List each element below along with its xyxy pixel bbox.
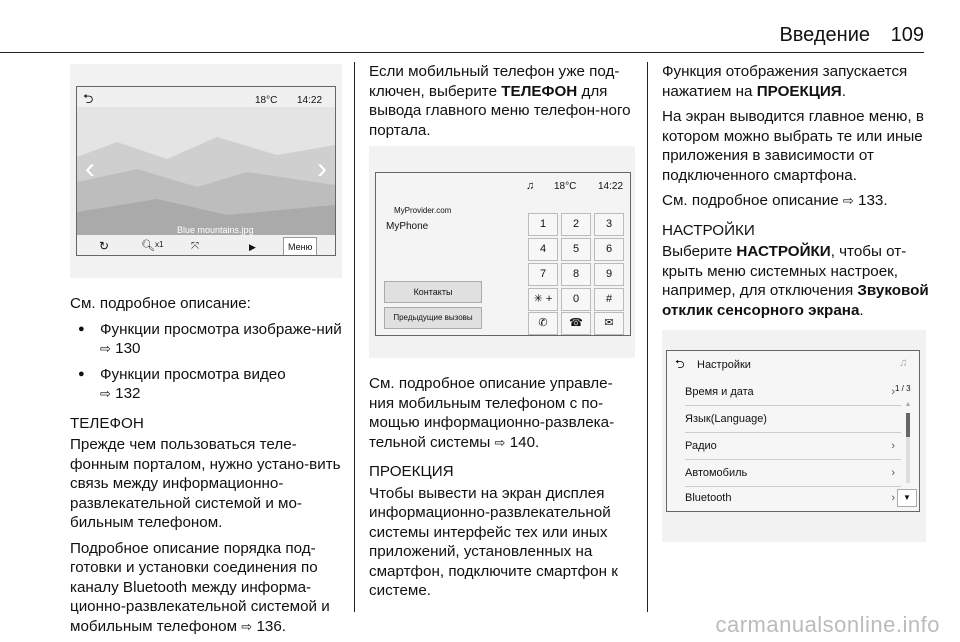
rotate-icon[interactable]: ↻ — [99, 239, 110, 253]
page-ref[interactable]: 130 — [115, 340, 141, 357]
projection-start-paragraph: Функция отображения запускается нажатием на ПРОЕКЦИЯ. — [662, 63, 908, 100]
phone-control-paragraph: См. подробное описание управле-ния мобильным телефоном с по-мощью информационно-развлека-тельной системы ⇨ 140. — [369, 375, 615, 451]
projection-menu-paragraph: На экран выводится главное меню, в котором можно выбрать те или иные приложения в зависимости от подключенного смартфона. — [662, 108, 924, 184]
key-3[interactable]: 3 — [594, 213, 624, 236]
page-ref[interactable]: 140. — [509, 433, 540, 451]
key-8[interactable]: 8 — [561, 263, 591, 286]
scroll-down-icon[interactable]: ▼ — [897, 489, 917, 507]
image-viewer-screen — [76, 86, 336, 256]
zoom-level: x1 — [155, 240, 164, 249]
column-2 — [369, 62, 635, 607]
chevron-right-icon: › — [891, 492, 895, 504]
column-divider — [647, 62, 648, 612]
key-2[interactable]: 2 — [561, 213, 591, 236]
play-icon[interactable]: ▶ — [249, 242, 256, 252]
clock: 14:22 — [297, 95, 323, 106]
message-icon[interactable]: ✉ — [594, 312, 624, 335]
page-ref[interactable]: 133. — [858, 192, 888, 209]
page-title: Введение — [779, 24, 870, 46]
back-arrow-icon[interactable]: ⮌ — [83, 91, 94, 106]
key-7[interactable]: 7 — [528, 263, 558, 286]
provider-name: MyProvider.com — [394, 206, 452, 215]
header-divider — [0, 52, 924, 53]
page-ref-icon: ⇨ — [241, 618, 253, 634]
image-caption: Blue mountains.jpg — [177, 225, 254, 235]
recent-calls-button[interactable]: Предыдущие вызовы — [384, 307, 482, 329]
phone-portal-figure — [369, 146, 635, 358]
column-divider — [354, 62, 355, 612]
call-icon[interactable]: ✆ — [528, 312, 558, 335]
music-icon[interactable]: ♫ — [526, 180, 535, 192]
temperature: 18°C — [554, 181, 577, 192]
see-also-text: См. подробное описание: — [70, 295, 251, 312]
menu-button[interactable]: Меню — [283, 237, 317, 256]
temperature: 18°C — [255, 95, 278, 106]
page-ref[interactable]: 132 — [115, 385, 141, 402]
page-ref[interactable]: 136. — [256, 617, 286, 635]
key-1[interactable]: 1 — [528, 213, 558, 236]
chevron-right-icon: › — [891, 440, 895, 452]
previous-arrow-icon[interactable]: ‹ — [85, 152, 95, 185]
scroll-up-icon[interactable]: ▲ — [904, 401, 912, 408]
key-0[interactable]: 0 — [561, 288, 591, 311]
music-icon[interactable]: ♫ — [899, 357, 908, 369]
menu-item[interactable]: Bluetooth › — [685, 485, 901, 511]
phone-paragraph-2: Подробное описание порядка под-готовки и установки соединения по каналу Bluetooth между информа-ционно-развлекательной системой и мобильным телефоном ⇨ 136. — [70, 539, 330, 635]
page-ref-icon: ⇨ — [842, 193, 854, 208]
settings-title: Настройки — [697, 359, 751, 371]
contacts-button[interactable]: Контакты — [384, 281, 482, 303]
key-star[interactable]: ✳ + — [528, 288, 558, 311]
key-4[interactable]: 4 — [528, 238, 558, 261]
key-9[interactable]: 9 — [594, 263, 624, 286]
hangup-icon[interactable]: ☎ — [561, 312, 591, 335]
list-item: ● Функции просмотра изображе-ний ⇨ 130 — [100, 320, 342, 359]
column-1 — [70, 62, 342, 642]
slideshow-icon[interactable]: ⤧ — [191, 241, 199, 252]
settings-paragraph: Выберите НАСТРОЙКИ, чтобы от-крыть меню системных настроек, например, для отключения Звуковой отклик сенсорного экрана. — [662, 243, 929, 319]
page-indicator: 1 / 3 — [895, 384, 911, 393]
page-ref-icon: ⇨ — [100, 386, 111, 401]
scrollbar-thumb[interactable] — [906, 413, 910, 437]
next-arrow-icon[interactable]: › — [317, 152, 327, 185]
chevron-right-icon: › — [891, 386, 895, 398]
phone-select-paragraph: Если мобильный телефон уже под-ключен, выберите ТЕЛЕФОН для вывода главного меню телефон-ного портала. — [369, 63, 631, 139]
section-heading-settings: НАСТРОЙКИ — [662, 221, 755, 239]
phone-portal-screen — [375, 172, 631, 336]
page-number: 109 — [890, 24, 924, 46]
key-5[interactable]: 5 — [561, 238, 591, 261]
list-item: ● Функции просмотра видео ⇨ 132 — [100, 365, 342, 404]
section-heading-projection: ПРОЕКЦИЯ — [369, 463, 454, 480]
zoom-icon[interactable]: 🔍︎ — [141, 240, 155, 252]
column-3 — [662, 62, 942, 542]
back-arrow-icon[interactable]: ⮌ — [675, 357, 685, 371]
key-hash[interactable]: # — [594, 288, 624, 311]
key-6[interactable]: 6 — [594, 238, 624, 261]
settings-screen — [666, 350, 920, 512]
reference-list — [70, 320, 342, 404]
phone-paragraph: Прежде чем пользоваться теле-фонным порталом, нужно устано-вить связь между информационно-развлекательной системой и мо-бильным телефоном. — [70, 436, 341, 531]
watermark: carmanualsonline.info — [715, 612, 940, 637]
page-ref-icon: ⇨ — [100, 341, 111, 356]
menu-item[interactable]: Радио › — [685, 433, 901, 460]
section-heading-phone: ТЕЛЕФОН — [70, 414, 144, 432]
scrollbar[interactable] — [906, 413, 910, 483]
menu-item[interactable]: Автомобиль › — [685, 460, 901, 487]
settings-figure — [662, 330, 926, 542]
menu-item[interactable]: Язык(Language) — [685, 406, 901, 433]
menu-item[interactable]: Время и дата › — [685, 379, 901, 406]
projection-ref-paragraph: См. подробное описание ⇨ 133. — [662, 192, 888, 209]
page-header — [0, 0, 960, 62]
image-viewer-figure — [70, 64, 342, 278]
page-ref-icon: ⇨ — [494, 434, 506, 450]
projection-paragraph: Чтобы вывести на экран дисплея информационно-развлекательной системы интерфейс тех или иных приложений, установленных на смартфон, подключите смартфон к системе. — [369, 484, 618, 599]
clock: 14:22 — [598, 181, 624, 192]
phone-name: MyPhone — [386, 221, 429, 232]
chevron-right-icon: › — [891, 467, 895, 479]
